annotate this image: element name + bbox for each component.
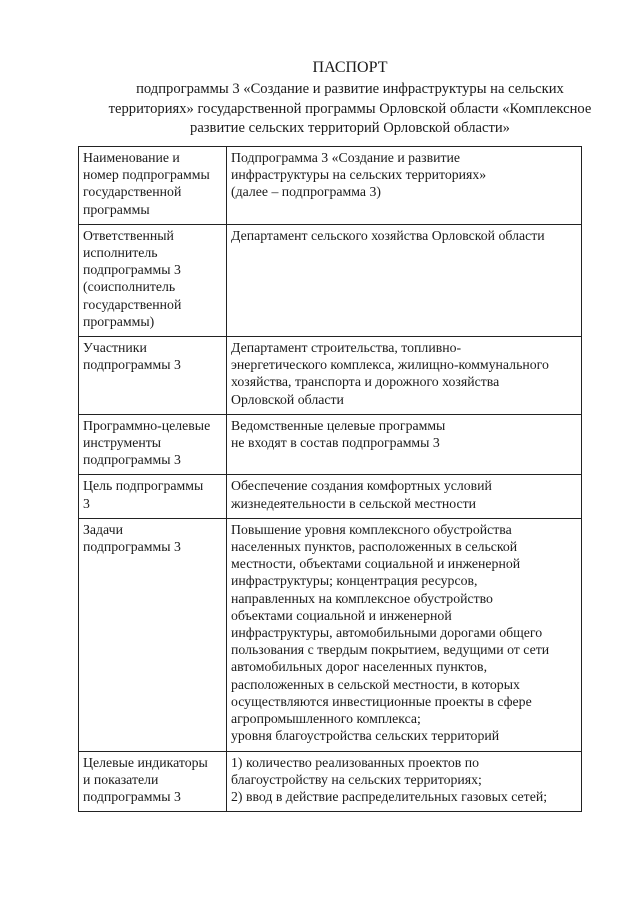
- label-line: подпрограммы 3: [83, 788, 181, 804]
- row-label-cell: [79, 751, 227, 812]
- label-line: Программно-целевые: [83, 417, 211, 433]
- value-line: инфраструктуры, автомобильными дорогами общего: [231, 625, 543, 641]
- value-line: инфраструктуры; концентрация ресурсов,: [231, 573, 478, 589]
- value-line: автомобильных дорог населенных пунктов,: [231, 659, 488, 675]
- row-value-cell: [227, 147, 582, 225]
- value-line: благоустройству на сельских территориях;: [231, 771, 482, 787]
- value-line: инфраструктуры на сельских территориях»: [231, 167, 487, 183]
- table-row: [79, 337, 582, 415]
- table-row: [79, 414, 582, 475]
- label-line: государственной: [83, 296, 182, 312]
- row-value-cell: [227, 414, 582, 475]
- row-label-cell: [79, 224, 227, 336]
- subtitle-line: подпрограммы 3 «Создание и развитие инфраструктуры на сельских: [136, 81, 564, 97]
- label-line: Цель подпрограммы: [83, 478, 204, 494]
- row-label-cell: [79, 518, 227, 751]
- label-line: исполнитель: [83, 245, 158, 261]
- row-value-cell: [227, 518, 582, 751]
- label-line: подпрограммы 3: [83, 357, 181, 373]
- value-line: осуществляются инвестиционные проекты в сфере: [231, 693, 532, 709]
- value-line: Департамент строительства, топливно-: [231, 340, 462, 356]
- value-line: Ведомственные целевые программы: [231, 417, 446, 433]
- label-line: Задачи: [83, 521, 123, 537]
- value-line: хозяйства, транспорта и дорожного хозяйства: [231, 374, 500, 390]
- table-row: [79, 147, 582, 225]
- table-row: [79, 751, 582, 812]
- value-line: направленных на комплексное обустройство: [231, 590, 493, 606]
- table-row: [79, 475, 582, 518]
- label-line: подпрограммы 3: [83, 262, 181, 278]
- value-line: пользования с твердым покрытием, ведущими от сети: [231, 642, 550, 658]
- label-line: Ответственный: [83, 227, 174, 243]
- value-line: местности, объектами социальной и инженерной: [231, 556, 521, 572]
- value-line: 1) количество реализованных проектов по: [231, 754, 480, 770]
- label-line: номер подпрограммы: [83, 167, 210, 183]
- row-label-cell: [79, 147, 227, 225]
- label-line: программы): [83, 313, 155, 329]
- value-line: 2) ввод в действие распределительных газовых сетей;: [231, 788, 548, 804]
- value-line: объектами социальной и инженерной: [231, 607, 452, 623]
- row-value-cell: [227, 475, 582, 518]
- value-line: не входят в состав подпрограммы 3: [231, 435, 440, 451]
- document-title: ПАСПОРТ: [312, 59, 388, 76]
- passport-table: [78, 146, 582, 812]
- label-line: 3: [83, 495, 90, 511]
- row-label-cell: [79, 414, 227, 475]
- value-line: Обеспечение создания комфортных условий: [231, 478, 492, 494]
- row-value-cell: [227, 224, 582, 336]
- row-label-cell: [79, 475, 227, 518]
- value-line: жизнедеятельности в сельской местности: [231, 495, 477, 511]
- label-line: государственной: [83, 184, 182, 200]
- value-line: населенных пунктов, расположенных в сельской: [231, 539, 518, 555]
- label-line: Участники: [83, 340, 147, 356]
- label-line: Наименование и: [83, 150, 180, 165]
- label-line: (соисполнитель: [83, 279, 176, 295]
- value-line: (далее – подпрограмма 3): [231, 184, 381, 200]
- label-line: подпрограммы 3: [83, 452, 181, 468]
- document-header: [100, 58, 600, 139]
- value-line: энергетического комплекса, жилищно-коммунального: [231, 357, 549, 373]
- label-line: Целевые индикаторы: [83, 754, 208, 770]
- subtitle-line: развитие сельских территорий Орловской области»: [190, 120, 510, 136]
- table-row: [79, 518, 582, 751]
- subtitle-line: территориях» государственной программы Орловской области «Комплексное: [108, 100, 592, 117]
- row-label-cell: [79, 337, 227, 415]
- table-row: [79, 224, 582, 336]
- value-line: Повышение уровня комплексного обустройства: [231, 521, 512, 537]
- value-line: уровня благоустройства сельских территорий: [231, 728, 500, 744]
- value-line: агропромышленного комплекса;: [231, 711, 421, 727]
- label-line: подпрограммы 3: [83, 539, 181, 555]
- label-line: и показатели: [83, 771, 159, 787]
- document-subtitle: [100, 80, 600, 139]
- value-line: Департамент сельского хозяйства Орловской области: [231, 227, 545, 243]
- row-value-cell: [227, 751, 582, 812]
- label-line: инструменты: [83, 435, 162, 451]
- value-line: Подпрограмма 3 «Создание и развитие: [231, 150, 461, 165]
- value-line: расположенных в сельской местности, в которых: [231, 676, 520, 692]
- value-line: Орловской области: [231, 391, 344, 407]
- row-value-cell: [227, 337, 582, 415]
- label-line: программы: [83, 201, 150, 217]
